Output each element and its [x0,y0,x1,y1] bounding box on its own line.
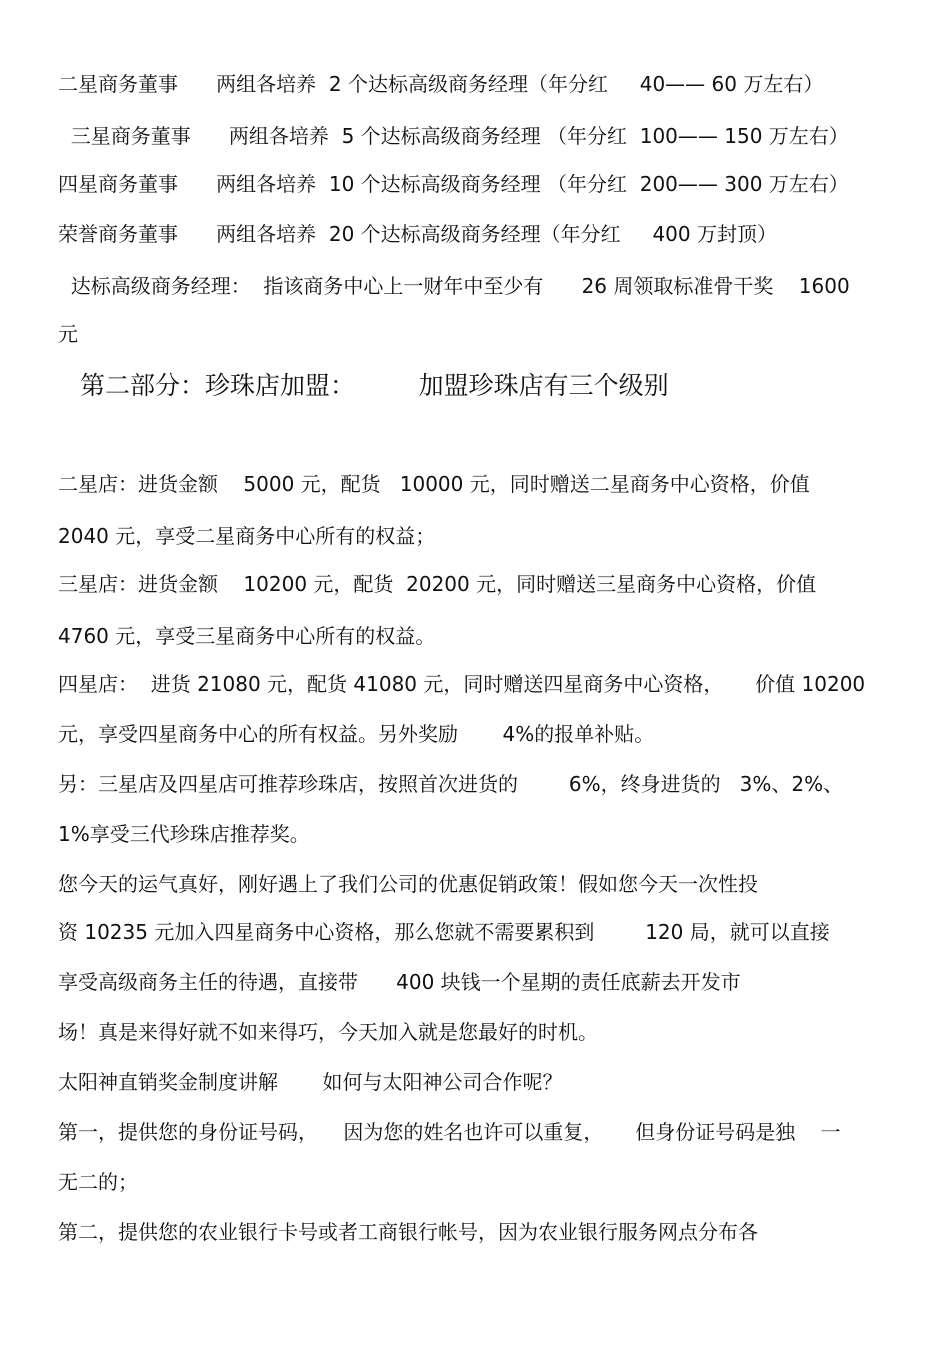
section-heading-part2: 第二部分：珍珠店加盟： 加盟珍珠店有三个级别 [80,371,669,400]
text-line-promo-1: 您今天的运气真好，刚好遇上了我们公司的优惠促销政策！假如您今天一次性投 [58,872,758,896]
text-line-director-honor: 荣誉商务董事 两组各培养 20 个达标高级商务经理（年分红 400 万封顶） [58,222,777,246]
text-line-store-2star: 二星店：进货金额 5000 元，配货 10000 元，同时赠送二星商务中心资格，价值 [58,472,810,496]
text-line-director-3star: 三星商务董事 两组各培养 5 个达标高级商务经理 （年分红 100—— 150 万左右） [58,124,849,148]
text-line-director-4star: 四星商务董事 两组各培养 10 个达标高级商务经理 （年分红 200—— 300 万左右） [58,172,849,196]
text-line-step-1-cont: 无二的； [58,1170,138,1194]
text-line-cooperation-title: 太阳神直销奖金制度讲解 如何与太阳神公司合作呢？ [58,1070,563,1094]
text-line-referral: 另：三星店及四星店可推荐珍珠店，按照首次进货的 6%，终身进货的 3%、2%、 [58,772,844,796]
text-line-manager-definition: 达标高级商务经理： 指该商务中心上一财年中至少有 26 周领取标准骨干奖 1600 [58,274,850,298]
text-line-step-2: 第二，提供您的农业银行卡号或者工商银行帐号，因为农业银行服务网点分布各 [58,1220,758,1244]
text-line-director-2star: 二星商务董事 两组各培养 2 个达标高级商务经理（年分红 40—— 60 万左右） [58,72,824,96]
text-line-store-4star: 四星店： 进货 21080 元，配货 41080 元，同时赠送四星商务中心资格， 价值 10200 [58,672,866,696]
text-line-referral-cont: 1%享受三代珍珠店推荐奖。 [58,822,310,846]
text-line-promo-4: 场！真是来得好就不如来得巧，今天加入就是您最好的时机。 [58,1020,598,1044]
text-line-store-3star: 三星店：进货金额 10200 元，配货 20200 元，同时赠送三星商务中心资格，价值 [58,572,817,596]
text-line-store-4star-cont: 元，享受四星商务中心的所有权益。另外奖励 4%的报单补贴。 [58,722,655,746]
text-line-promo-2: 资 10235 元加入四星商务中心资格，那么您就不需要累积到 120 局，就可以直接 [58,920,830,944]
text-line-store-2star-cont: 2040 元，享受二星商务中心所有的权益； [58,524,436,548]
text-line-promo-3: 享受高级商务主任的待遇，直接带 400 块钱一个星期的责任底薪去开发市 [58,970,741,994]
text-line-step-1: 第一，提供您的身份证号码， 因为您的姓名也许可以重复， 但身份证号码是独 一 [58,1120,841,1144]
text-line-manager-definition-cont: 元 [58,322,78,346]
text-line-store-3star-cont: 4760 元，享受三星商务中心所有的权益。 [58,624,436,648]
